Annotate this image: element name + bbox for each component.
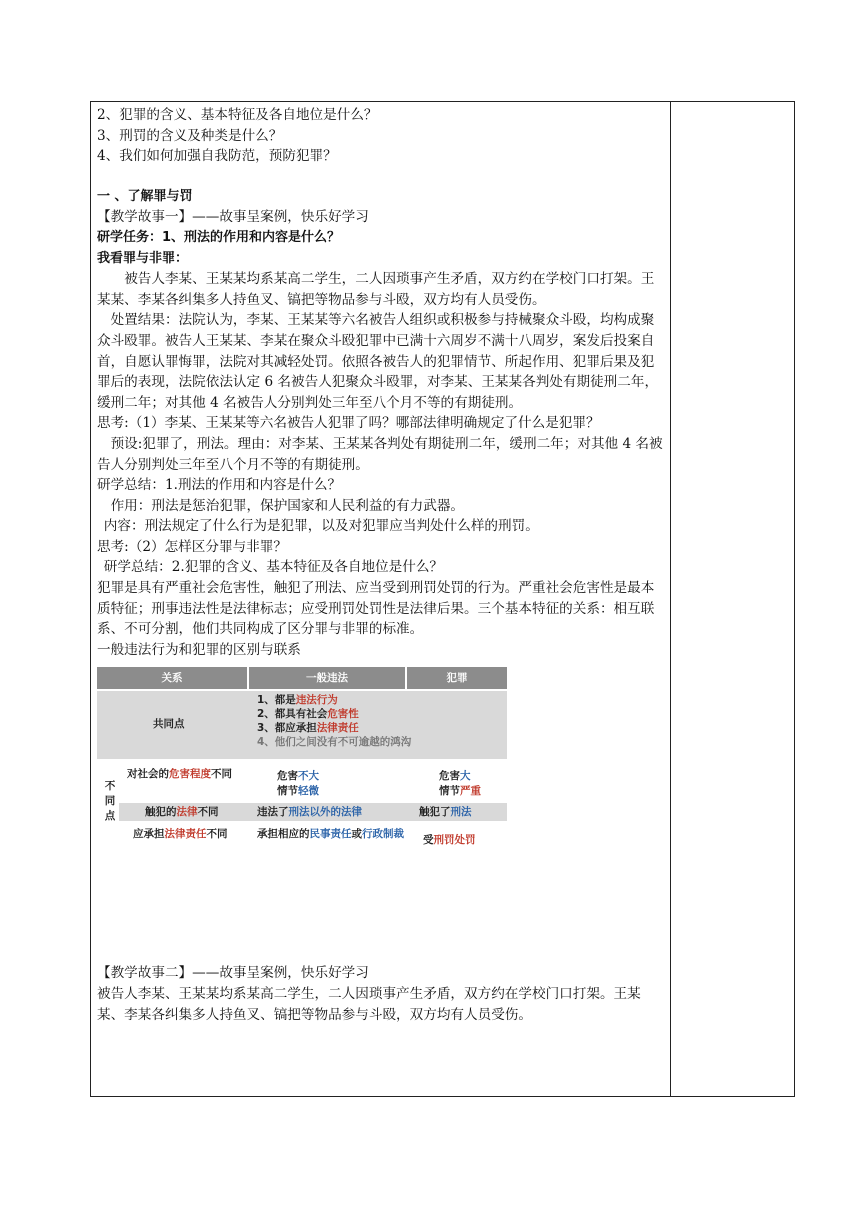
- table-caption: 一般违法行为和犯罪的区别与联系: [97, 641, 301, 658]
- section-heading: 一 、了解罪与罚: [97, 188, 193, 204]
- common-item-1: 1、都是违法行为: [257, 694, 338, 707]
- row1-label: 对社会的危害程度不同: [127, 768, 232, 781]
- question-2: 2、犯罪的含义、基本特征及各自地位是什么？: [97, 107, 378, 123]
- case-text-2: 被告人李某、王某某均系某高二学生，二人因琐事产生矛盾，双方约在学校门口打架。王某某、李某各纠集多人持鱼叉、镐把等物品参与斗殴，双方均有人员受伤。: [97, 986, 641, 1023]
- preset: 预设:犯罪了，刑法。理由：对李某、王某某各判处有期徒刑二年，缓刑二年；对其他 4 名被告人分别判处三年至八个月不等的有期徒刑。: [97, 435, 663, 473]
- question-3: 3、刑罚的含义及种类是什么？: [97, 127, 283, 144]
- header-general: 一般违法: [249, 667, 405, 689]
- think1: 思考:（1）李某、王某某等六名被告人犯罪了吗？哪部法律明确规定了什么是犯罪？: [97, 415, 600, 432]
- row1-general: 危害不大 情节轻微: [277, 770, 319, 798]
- summary2: 研学总结：2.犯罪的含义、基本特征及各自地位是什么？: [103, 559, 444, 576]
- row3-label: 应承担法律责任不同: [133, 828, 228, 841]
- common-item-4: 4、他们之间没有不可逾越的鸿沟: [257, 736, 412, 749]
- diff-label: 不 同 点: [104, 780, 116, 823]
- header-crime: 犯罪: [407, 667, 507, 689]
- column-divider: [670, 101, 671, 1097]
- row3-general: 承担相应的民事责任或行政制裁: [257, 828, 404, 841]
- think2: 思考:（2）怎样区分罪与非罪？: [97, 538, 287, 555]
- row2-label: 触犯的法律不同: [145, 806, 219, 819]
- case-text: 被告人李某、王某某均系某高二学生，二人因琐事产生矛盾，双方约在学校门口打架。王某某、李某各纠集多人持鱼叉、镐把等物品参与斗殴，双方均有人员受伤。: [97, 271, 655, 308]
- task1: 研学任务：1、刑法的作用和内容是什么？: [97, 229, 341, 245]
- story1-title: 【教学故事一】——故事呈案例，快乐好学习: [97, 209, 369, 226]
- common-item-3: 3、都应承担法律责任: [257, 722, 359, 735]
- comparison-table-image: [97, 667, 507, 859]
- summary1: 研学总结：1.刑法的作用和内容是什么？: [97, 477, 342, 494]
- row3-crime: 受刑罚处罚: [423, 834, 476, 847]
- story2-title: 【教学故事二】——故事呈案例，快乐好学习: [97, 965, 369, 982]
- lesson-content: [97, 105, 667, 1025]
- common-label: 共同点: [153, 718, 185, 731]
- function: 作用：刑法是惩治犯罪，保护国家和人民利益的有力武器。: [110, 497, 465, 514]
- result-text: 处置结果：法院认为，李某、王某某等六名被告人组织或积极参与持械聚众斗殴，均构成聚众斗殴罪。被告人王某某、李某在聚众斗殴犯罪中已满十六周岁不满十八周岁，案发后投案自首，自愿认罪悔罪，法院对其减轻处罚。依照各被告人的犯罪情节、所起作用、犯罪后果及犯罪后的表现，法院依法认定 6 名被告人犯聚众斗殴罪，对李某、王某某各判处有期徒刑二年，缓刑二年；对其他 4 名被告人分别判处三年至八个月不等的有期徒刑。: [97, 312, 659, 411]
- common-item-2: 2、都具有社会危害性: [257, 708, 359, 721]
- header-relation: 关系: [97, 667, 247, 689]
- crime-definition: 犯罪是具有严重社会危害性，触犯了刑法、应当受到刑罚处罚的行为。严重社会危害性是最本质特征；刑事违法性是法律标志；应受刑罚处罚性是法律后果。三个基本特征的关系：相互联系、不可分割，他们共同构成了区分罪与非罪的标准。: [97, 580, 655, 638]
- question-4: 4、我们如何加强自我防范，预防犯罪？: [97, 148, 337, 165]
- subheading: 我看罪与非罪：: [97, 250, 189, 266]
- content: 内容：刑法规定了什么行为是犯罪，以及对犯罪应当判处什么样的刑罚。: [103, 518, 539, 535]
- row2-crime: 触犯了刑法: [419, 806, 472, 819]
- row2-general: 违法了刑法以外的法律: [257, 806, 362, 819]
- row1-crime: 危害大 情节严重: [439, 770, 481, 798]
